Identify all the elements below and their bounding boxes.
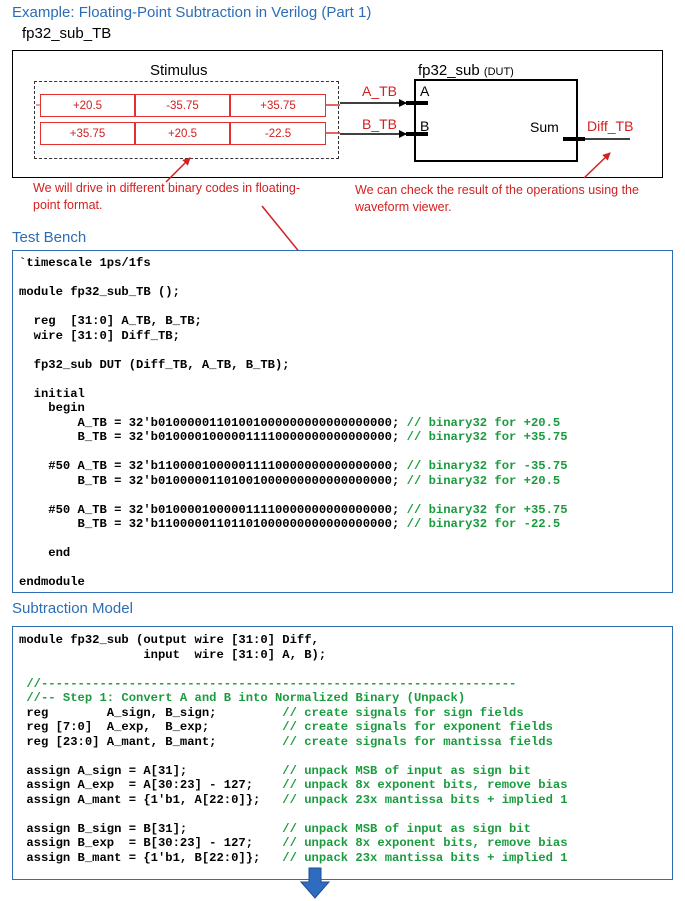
stimulus-cell: +35.75 bbox=[40, 122, 135, 145]
code-comment: // binary32 for +20.5 bbox=[406, 473, 561, 488]
code-line bbox=[19, 822, 568, 837]
code-line bbox=[19, 807, 568, 822]
model-title: Subtraction Model bbox=[12, 600, 133, 617]
code-line bbox=[19, 329, 568, 344]
code-line bbox=[19, 735, 568, 750]
code-line bbox=[19, 416, 568, 431]
check-note: We can check the result of the operations using the waveform viewer. bbox=[355, 183, 639, 214]
code-line bbox=[19, 764, 568, 779]
code-comment: // unpack 23x mantissa bits + implied 1 bbox=[282, 850, 568, 865]
stimulus-cell: -22.5 bbox=[230, 122, 326, 145]
code-line bbox=[19, 358, 568, 373]
code-line bbox=[19, 561, 568, 576]
code-line bbox=[19, 314, 568, 329]
drive-note: We will drive in different binary codes in floating-point format. bbox=[33, 181, 301, 212]
code-comment: // unpack 8x exponent bits, remove bias bbox=[282, 836, 568, 850]
code-comment: // unpack MSB of input as sign bit bbox=[282, 763, 531, 778]
code-text: initial bbox=[19, 386, 85, 401]
dut-name: fp32_sub bbox=[418, 62, 480, 79]
code-line bbox=[19, 372, 568, 387]
stimulus-cell: -35.75 bbox=[135, 94, 230, 117]
code-comment: // binary32 for -22.5 bbox=[406, 517, 561, 531]
code-line bbox=[19, 546, 568, 561]
code-text: endmodule bbox=[19, 575, 85, 589]
code-text: module fp32_sub (output wire [31:0] Diff, bbox=[19, 633, 319, 647]
stimulus-cell: +35.75 bbox=[230, 94, 326, 117]
port-b-label: B bbox=[420, 118, 430, 134]
code-text: B_TB = 32'b01000010000011110000000000000000; bbox=[19, 430, 407, 444]
check-note-arrow bbox=[584, 153, 610, 178]
model-code-panel bbox=[12, 626, 673, 880]
code-line bbox=[19, 445, 568, 460]
code-line bbox=[19, 517, 568, 532]
code-line bbox=[19, 459, 568, 474]
code-line bbox=[19, 387, 568, 402]
code-text: B_TB = 32'b01000001101001000000000000000000; bbox=[19, 473, 407, 488]
code-line bbox=[19, 793, 568, 808]
code-text: A_TB = 32'b01000001101001000000000000000000; bbox=[19, 415, 407, 430]
code-comment: // binary32 for -35.75 bbox=[406, 459, 568, 473]
code-text: assign A_mant = {1'b1, A[22:0]}; bbox=[19, 792, 283, 807]
code-text: reg [7:0] A_exp, B_exp; bbox=[19, 720, 283, 734]
code-line bbox=[19, 778, 568, 793]
code-line bbox=[19, 851, 568, 866]
drive-note-arrow bbox=[166, 158, 190, 182]
code-line bbox=[19, 677, 568, 692]
port-a-label: A bbox=[420, 83, 430, 99]
code-comment: // create signals for mantissa fields bbox=[282, 734, 553, 749]
code-comment: // unpack 8x exponent bits, remove bias bbox=[282, 778, 568, 792]
code-text: reg [23:0] A_mant, B_mant; bbox=[19, 734, 283, 749]
code-text: fp32_sub DUT (Diff_TB, A_TB, B_TB); bbox=[19, 357, 290, 372]
page-title: Example: Floating-Point Subtraction in Verilog (Part 1) bbox=[12, 4, 372, 21]
code-text: assign B_mant = {1'b1, B[22:0]}; bbox=[19, 850, 283, 865]
continue-down-arrow-icon bbox=[300, 867, 330, 899]
code-text: assign A_sign = A[31]; bbox=[19, 763, 283, 778]
signal-b-label: B_TB bbox=[362, 116, 398, 132]
testbench-title: Test Bench bbox=[12, 229, 87, 246]
code-text: `timescale 1ps/1fs bbox=[19, 256, 151, 270]
code-line bbox=[19, 691, 568, 706]
code-text: #50 A_TB = 32'b11000010000011110000000000000000; bbox=[19, 459, 407, 473]
code-line bbox=[19, 430, 568, 445]
code-line bbox=[19, 271, 568, 286]
code-line bbox=[19, 720, 568, 735]
testbench-name: fp32_sub_TB bbox=[22, 25, 112, 42]
code-text: wire [31:0] Diff_TB; bbox=[19, 328, 180, 343]
code-text: B_TB = 32'b11000001101101000000000000000000; bbox=[19, 517, 407, 531]
code-line bbox=[19, 648, 568, 663]
code-line bbox=[19, 575, 568, 590]
code-line bbox=[19, 633, 568, 648]
code-comment: //-- Step 1: Convert A and B into Normalized Binary (Unpack) bbox=[26, 691, 466, 705]
code-line bbox=[19, 300, 568, 315]
code-line bbox=[19, 662, 568, 677]
code-text: assign A_exp = A[30:23] - 127; bbox=[19, 778, 283, 792]
signal-a-label: A_TB bbox=[362, 83, 398, 99]
code-comment: // unpack MSB of input as sign bit bbox=[282, 821, 531, 836]
code-comment: // unpack 23x mantissa bits + implied 1 bbox=[282, 792, 568, 807]
code-text: input wire [31:0] A, B); bbox=[19, 647, 327, 662]
code-line bbox=[19, 401, 568, 416]
code-comment: // create signals for sign fields bbox=[282, 705, 524, 720]
code-text: begin bbox=[19, 401, 85, 415]
code-text: module fp32_sub_TB (); bbox=[19, 285, 180, 299]
code-text: #50 A_TB = 32'b01000010000011110000000000000000; bbox=[19, 502, 407, 517]
model-code bbox=[19, 633, 568, 865]
stimulus-cell: +20.5 bbox=[40, 94, 135, 117]
code-line bbox=[19, 749, 568, 764]
code-line bbox=[19, 836, 568, 851]
code-text: end bbox=[19, 546, 71, 560]
code-line bbox=[19, 503, 568, 518]
code-line bbox=[19, 343, 568, 358]
testbench-code bbox=[19, 256, 568, 590]
code-line bbox=[19, 285, 568, 300]
code-text: assign B_exp = B[30:23] - 127; bbox=[19, 836, 283, 850]
code-line bbox=[19, 488, 568, 503]
stimulus-cell: +20.5 bbox=[135, 122, 230, 145]
code-comment: // create signals for exponent fields bbox=[282, 720, 553, 734]
code-comment: // binary32 for +35.75 bbox=[406, 430, 568, 444]
code-line bbox=[19, 706, 568, 721]
code-comment: //----------------------------------------------------------------- bbox=[26, 676, 517, 691]
code-text: reg A_sign, B_sign; bbox=[19, 705, 283, 720]
code-comment: // binary32 for +35.75 bbox=[406, 502, 568, 517]
port-sum-label: Sum bbox=[530, 119, 559, 135]
code-text: assign B_sign = B[31]; bbox=[19, 821, 283, 836]
testbench-code-panel bbox=[12, 250, 673, 593]
code-line bbox=[19, 256, 568, 271]
code-text: reg [31:0] A_TB, B_TB; bbox=[19, 314, 202, 328]
code-line bbox=[19, 474, 568, 489]
signal-out-label: Diff_TB bbox=[587, 118, 634, 134]
dut-tag: (DUT) bbox=[483, 66, 514, 78]
code-comment: // binary32 for +20.5 bbox=[406, 415, 561, 430]
stimulus-label: Stimulus bbox=[150, 62, 208, 79]
code-line bbox=[19, 532, 568, 547]
